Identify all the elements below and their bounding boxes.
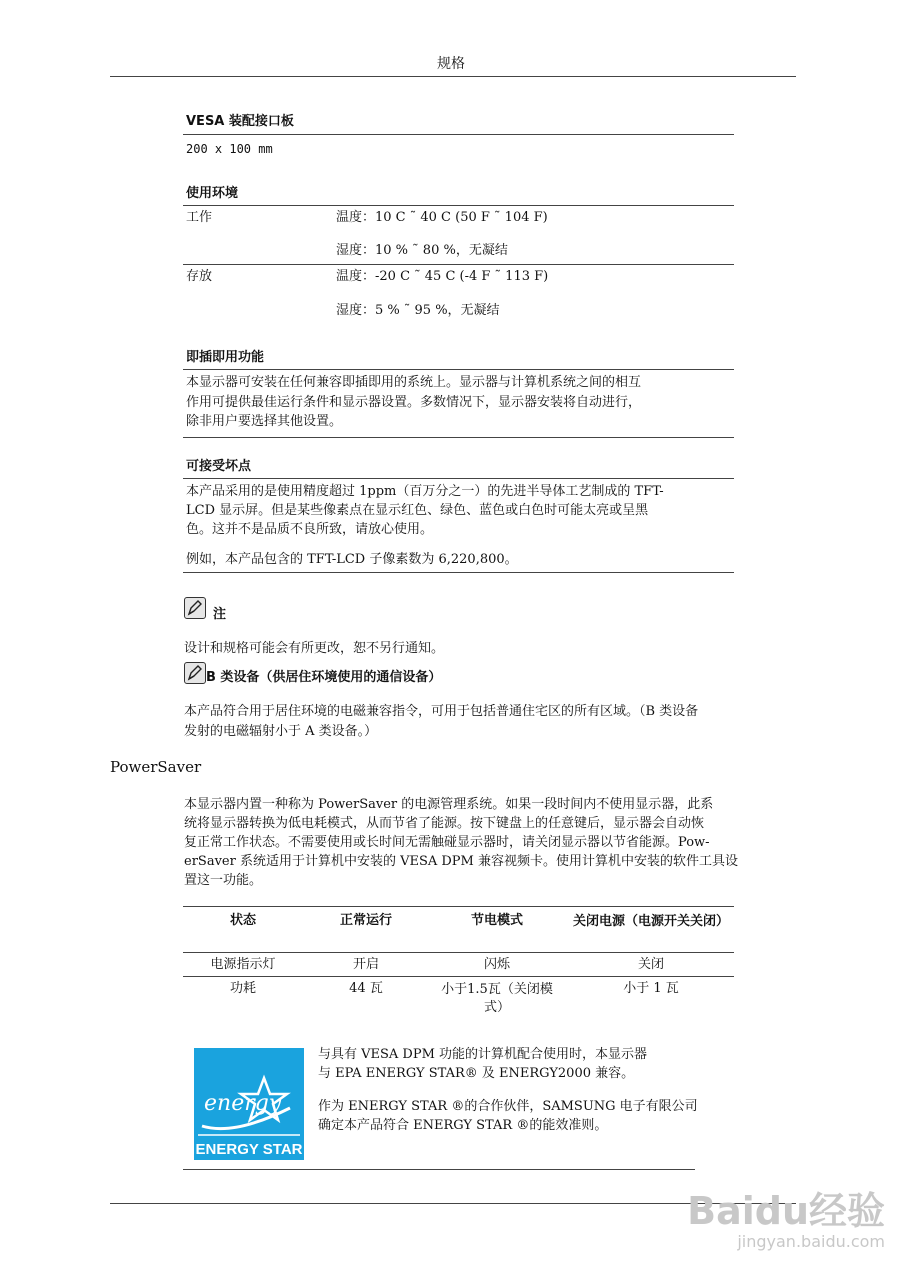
vesa-rule: [183, 134, 734, 135]
ps-table-header: 节电模式: [470, 913, 523, 928]
note-text: 设计和规格可能会有所更改，恕不另行通知。: [184, 641, 445, 656]
environment-heading: 使用环境: [186, 186, 239, 201]
pixels-line: LCD 显示屏。但是某些像素点在显示红色、绿色、蓝色或白色时可能太亮或呈黑: [186, 503, 649, 518]
env-row-humidity-storage: 湿度：5 % ˜ 95 %，无凝结: [336, 303, 500, 318]
pixels-line: 本产品采用的是使用精度超过 1ppm（百万分之一）的先进半导体工艺制成的 TFT-: [186, 484, 664, 499]
energy-star-logo: [194, 1048, 304, 1160]
class-b-line: 本产品符合用于居住环境的电磁兼容指令，可用于包括普通住宅区的所有区域。（B 类设备: [184, 704, 699, 719]
energystar-line: 作为 ENERGY STAR ®的合作伙伴，SAMSUNG 电子有限公司: [318, 1099, 698, 1114]
environment-rule-mid: [183, 264, 734, 265]
env-row-temp-operating: 温度：10 C ˜ 40 C (50 F ˜ 104 F): [336, 210, 548, 225]
ps-table-rule-row: [183, 976, 734, 977]
ps-table-rule-head: [183, 952, 734, 953]
ps-table-cell: 小于1.5瓦（关闭模式）: [441, 982, 553, 1015]
pixels-line: 色。这并不是品质不良所致，请放心使用。: [186, 522, 434, 537]
watermark-brand: Baidu经验: [687, 1189, 885, 1233]
vesa-heading: VESA 装配接口板: [186, 114, 294, 129]
ps-table-cell: 电源指示灯: [210, 957, 276, 972]
class-b-line: 发射的电磁辐射小于 A 类设备。）: [184, 724, 378, 739]
energystar-line: 确定本产品符合 ENERGY STAR ®的能效准则。: [318, 1118, 608, 1133]
energystar-line: 与具有 VESA DPM 功能的计算机配合使用时，本显示器: [318, 1047, 648, 1062]
env-row-label-storage: 存放: [186, 269, 213, 284]
energystar-line: 与 EPA ENERGY STAR® 及 ENERGY2000 兼容。: [318, 1066, 635, 1081]
ps-table-rule-top: [183, 906, 734, 907]
ps-table-header: 关闭电源（电源开关关闭）: [572, 914, 729, 929]
class-b-heading: B 类设备（供居住环境使用的通信设备）: [206, 670, 442, 685]
pixels-rule-bottom: [183, 572, 734, 573]
plugplay-rule-bottom: [183, 437, 734, 438]
watermark-url: jingyan.baidu.com: [737, 1232, 885, 1251]
ps-table-header: 状态: [229, 913, 256, 928]
baidu-watermark: [687, 1190, 885, 1252]
vesa-value: 200 x 100 mm: [186, 142, 273, 156]
pixels-rule-top: [183, 478, 734, 479]
ps-table-cell: 关闭: [637, 957, 664, 972]
page-header-title: 规格: [437, 56, 465, 72]
pixels-heading: 可接受坏点: [186, 459, 252, 474]
powersaver-line: 统将显示器转换为低电耗模式，从而节省了能源。按下键盘上的任意键后，显示器会自动恢: [184, 816, 705, 831]
plugplay-rule-top: [183, 369, 734, 370]
powersaver-line: erSaver 系统适用于计算机中安装的 VESA DPM 兼容视频卡。使用计算机中安装的软件工具设: [184, 854, 738, 869]
powersaver-line: 复正常工作状态。不需要使用或长时间无需触碰显示器时，请关闭显示器以节省能源。Pow-: [184, 835, 710, 850]
env-row-label-operating: 工作: [186, 210, 213, 225]
plugplay-line: 除非用户要选择其他设置。: [186, 414, 343, 429]
env-row-humidity-operating: 湿度：10 % ˜ 80 %，无凝结: [336, 243, 508, 258]
note-icon: [184, 662, 206, 684]
ps-table-cell: 小于 1 瓦: [623, 981, 679, 996]
powersaver-line: 置这一功能。: [184, 873, 263, 888]
powersaver-line: 本显示器内置一种称为 PowerSaver 的电源管理系统。如果一段时间内不使用显示器，此系: [184, 797, 714, 812]
ps-table-cell: 开启: [352, 957, 379, 972]
pixels-example: 例如，本产品包含的 TFT-LCD 子像素数为 6,220,800。: [186, 552, 518, 567]
plugplay-line: 本显示器可安装在任何兼容即插即用的系统上。显示器与计算机系统之间的相互: [186, 375, 642, 390]
plugplay-line: 作用可提供最佳运行条件和显示器设置。多数情况下，显示器安装将自动进行，: [186, 395, 642, 410]
plugplay-heading: 即插即用功能: [186, 350, 265, 365]
note-icon: [184, 597, 206, 619]
env-row-temp-storage: 温度：-20 C ˜ 45 C (-4 F ˜ 113 F): [336, 269, 549, 284]
ps-table-cell: 闪烁: [483, 957, 510, 972]
powersaver-heading: PowerSaver: [110, 758, 202, 776]
energy-logo-text: ENERGY STAR: [195, 1141, 303, 1158]
ps-table-cell: 44 瓦: [349, 981, 383, 996]
header-rule: [110, 76, 796, 77]
ps-table-cell: 功耗: [229, 981, 256, 996]
ps-table-header: 正常运行: [339, 913, 392, 928]
note-label: 注: [213, 607, 227, 622]
energystar-rule: [183, 1169, 695, 1170]
energy-logo-script: energy: [204, 1091, 282, 1116]
environment-rule-top: [183, 205, 734, 206]
